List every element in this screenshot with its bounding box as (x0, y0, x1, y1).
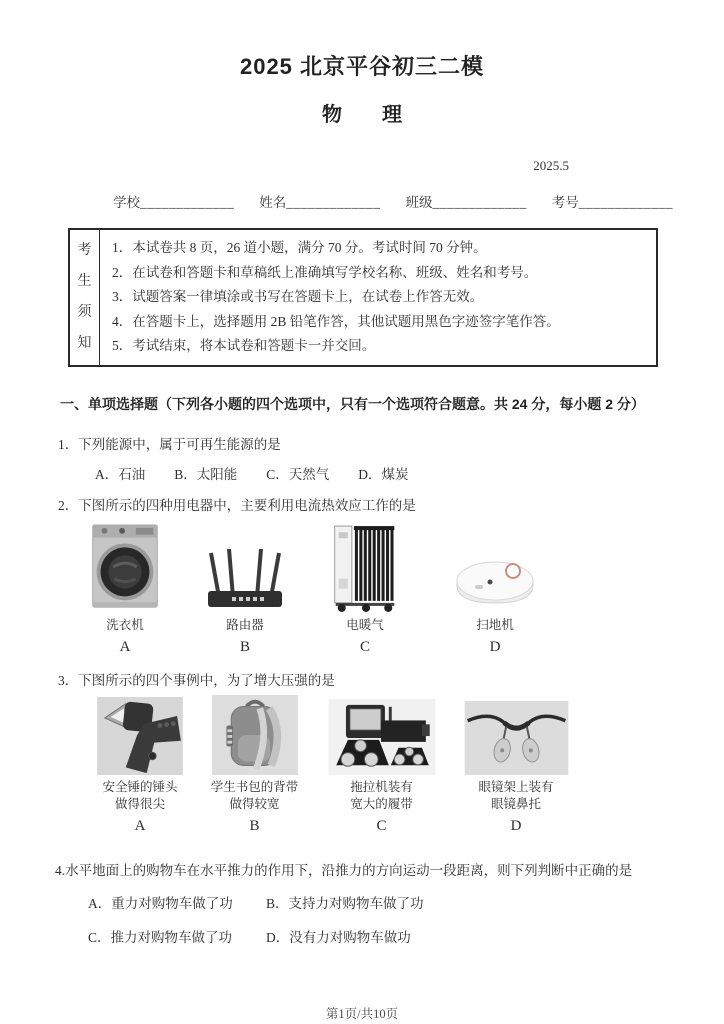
q3-caption-a-line2: 做得很尖 (114, 796, 165, 811)
question-1-options (95, 463, 724, 483)
exam-number-blank: _____________ (578, 195, 673, 210)
q3-figure-b (207, 695, 302, 835)
class-field (406, 191, 527, 211)
q1-option-d: D．煤炭 (358, 466, 409, 482)
q2-letter-d: D (489, 638, 501, 655)
question-3-stem: 3．下图所示的四个事例中，为了增大压强的是 (58, 672, 335, 688)
notice-item-5: 5．考试结束，将本试卷和答题卡一并交回。 (112, 338, 376, 353)
q3-letter-d: D (510, 817, 522, 834)
q4-option-d: D．没有力对购物车做功 (266, 929, 411, 945)
section-1-heading: 一、单项选择题（下列各小题的四个选项中，只有一个选项符合题意。共 24 分，每小题 2 分） (60, 395, 645, 412)
oil-heater-image-area (329, 520, 401, 613)
washing-machine-image-area (81, 520, 169, 613)
backpack-image-area (211, 695, 299, 775)
exam-number-label: 考号 (551, 195, 579, 210)
robot-vacuum-icon (449, 555, 541, 613)
q3-figure-d (461, 695, 571, 835)
q3-caption-d (478, 779, 553, 813)
safety-hammer-image-area (97, 695, 183, 775)
q3-caption-c-line2: 宽大的履带 (350, 796, 413, 811)
student-info-line (113, 191, 724, 211)
q3-letter-a: A (134, 817, 146, 834)
q3-caption-a (102, 779, 177, 813)
q2-figure-c (320, 520, 410, 656)
school-blank: _____________ (140, 195, 235, 210)
q2-letter-b: B (239, 638, 250, 655)
question-4-options (88, 892, 724, 946)
notice-item-3: 3．试题答案一律填涂或书写在答题卡上，在试卷上作答无效。 (112, 289, 484, 304)
question-3-figures (95, 695, 724, 835)
school-field (113, 191, 234, 211)
q3-caption-d-line1: 眼镜架上装有 (478, 779, 554, 794)
examinee-notice-box (68, 228, 658, 367)
wifi-router-image-area (202, 520, 288, 613)
q2-figure-a (80, 520, 170, 656)
q3-caption-c (350, 779, 413, 813)
washing-machine-icon (81, 520, 169, 613)
notice-item-4: 4．在答题卡上，选择题用 2B 铅笔作答，其他试题用黑色字迹签字笔作答。 (112, 313, 560, 329)
q3-figure-a (95, 695, 185, 835)
q3-caption-b-line1: 学生书包的背带 (210, 779, 299, 794)
q2-figure-d (435, 520, 555, 656)
class-blank: _____________ (432, 195, 527, 210)
notice-items (100, 230, 656, 365)
notice-side-column (70, 230, 100, 365)
q1-option-c: C．天然气 (266, 466, 330, 482)
q3-caption-d-line2: 眼镜鼻托 (490, 796, 541, 811)
oil-heater-icon (329, 520, 401, 613)
exam-date: 2025.5 (533, 158, 569, 173)
backpack-icon (211, 695, 299, 775)
robot-vacuum-image-area (449, 520, 541, 613)
q2-caption-d: 扫地机 (476, 617, 514, 632)
q3-letter-c: C (376, 817, 387, 834)
q2-caption-a: 洗衣机 (106, 617, 144, 632)
q2-letter-a: A (119, 638, 131, 655)
q4-option-a: A．重力对购物车做了功 (88, 895, 233, 911)
notice-item-2: 2．在试卷和答题卡和草稿纸上准确填写学校名称、班级、姓名和考号。 (112, 264, 538, 280)
q4-option-c: C．推力对购物车做了功 (88, 929, 233, 945)
q3-caption-a-line1: 安全锤的锤头 (102, 779, 178, 794)
tractor-image-area (327, 695, 437, 775)
page-title: 2025 北京平谷初三二模 (239, 54, 485, 79)
wifi-router-icon (202, 541, 288, 613)
q1-option-b: B．太阳能 (174, 466, 238, 482)
q4-option-b: B．支持力对购物车做了功 (266, 895, 424, 911)
name-blank: _____________ (286, 195, 381, 210)
name-field (259, 191, 380, 211)
subject-title: 物 理 (322, 104, 402, 126)
eyeglasses-image-area (464, 695, 569, 775)
eyeglasses-nose-pads-icon (464, 701, 569, 775)
q1-option-a: A．石油 (95, 466, 146, 482)
q3-figure-c (324, 695, 439, 835)
q3-caption-b (211, 779, 299, 813)
notice-item-1: 1．本试卷共 8 页，26 道小题，满分 70 分。考试时间 70 分钟。 (112, 240, 487, 255)
notice-side-label: 考生须知 (77, 243, 92, 352)
class-label: 班级 (405, 195, 433, 210)
question-1-stem: 1．下列能源中，属于可再生能源的是 (58, 436, 281, 452)
question-2-figures (80, 520, 724, 656)
school-label: 学校 (113, 195, 140, 210)
q3-caption-c-line1: 拖拉机装有 (350, 779, 413, 794)
q3-letter-b: B (249, 817, 260, 834)
q2-figure-b (195, 520, 295, 656)
exam-number-field (552, 191, 673, 211)
question-2-stem: 2．下图所示的四种用电器中，主要利用电流热效应工作的是 (58, 497, 416, 513)
safety-hammer-icon (97, 697, 183, 775)
crawler-tractor-icon (327, 699, 437, 775)
q3-caption-b-line2: 做得较宽 (229, 796, 280, 811)
q2-caption-c: 电暖气 (346, 617, 384, 632)
q2-caption-b: 路由器 (226, 617, 264, 632)
name-label: 姓名 (259, 195, 287, 210)
question-4-stem: 4.水平地面上的购物车在水平推力的作用下，沿推力的方向运动一段距离，则下列判断中正确的是 (55, 862, 633, 878)
q2-letter-c: C (359, 638, 370, 655)
page-number-footer: 第1页/共10页 (325, 1007, 399, 1021)
